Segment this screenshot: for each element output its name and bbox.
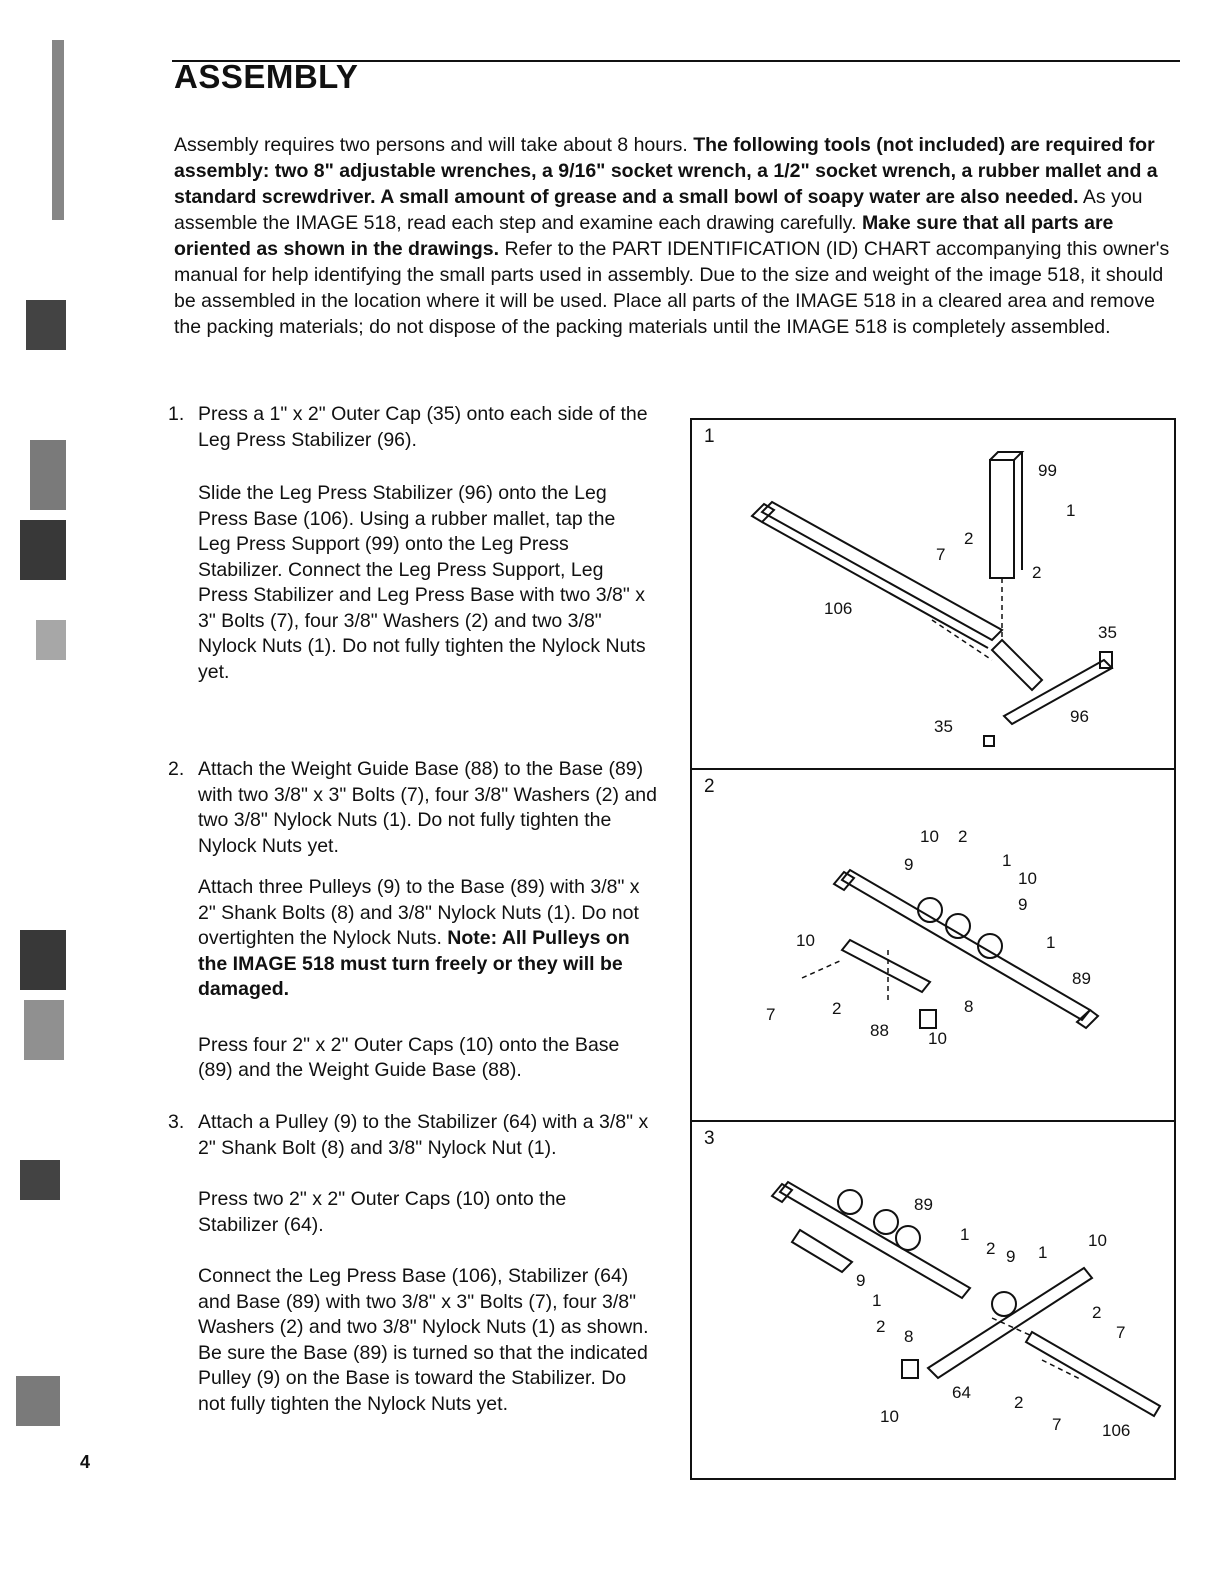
step-1 — [168, 402, 658, 685]
figure-callout: 10 — [1018, 869, 1037, 888]
figure-callout: 7 — [1052, 1415, 1062, 1434]
figure-1 — [690, 418, 1176, 770]
figure-3 — [690, 1120, 1176, 1480]
figure-label: 3 — [704, 1128, 715, 1149]
figure-callout: 8 — [904, 1327, 914, 1346]
figure-callout: 10 — [796, 931, 815, 950]
step-paragraph: Attach a Pulley (9) to the Stabilizer (64) with a 3/8" x 2" Shank Bolt (8) and 3/8" Nylock Nut (1). — [198, 1111, 649, 1159]
figure-callout: 89 — [914, 1195, 933, 1214]
figure-callout: 9 — [856, 1271, 866, 1290]
intro-paragraph: Assembly requires two persons and will take about 8 hours. The following tools (not included) are required for assembly: two 8" adjustable wrenches, a 9/16" socket wrench, a 1/2" socket wrench, a rubber mallet and a standard screwdriver. A small amount of grease and a small bowl of soapy water are also needed. As you assemble the IMAGE 518, read each step and examine each drawing carefully. Make sure that all parts are oriented as shown in the drawings. Refer to the PART IDENTIFICATION (ID) CHART accompanying this owner's manual for help identifying the small parts used in assembly. Due to the size and weight of the image 518, it should be assembled in the location where it will be used. Place all parts of the IMAGE 518 in a cleared area and remove the packing materials; do not dispose of the packing materials until the IMAGE 518 is completely assembled. — [174, 134, 1170, 338]
figure-callout: 10 — [928, 1029, 947, 1048]
figure-2 — [690, 768, 1176, 1122]
figure-callout: 35 — [934, 717, 953, 736]
figure-callout: 9 — [1006, 1247, 1016, 1266]
figure-callout: 1 — [1038, 1243, 1048, 1262]
step-paragraph: Press two 2" x 2" Outer Caps (10) onto the Stabilizer (64). — [198, 1188, 567, 1236]
figure-callout: 89 — [1072, 969, 1091, 988]
scan-edge-artifact — [0, 0, 70, 1584]
figure-callout: 9 — [1018, 895, 1028, 914]
step-paragraph: Press a 1" x 2" Outer Cap (35) onto each side of the Leg Press Stabilizer (96). — [198, 403, 648, 451]
figure-callout: 1 — [960, 1225, 970, 1244]
figure-callout: 35 — [1098, 623, 1117, 642]
figure-callout: 1 — [1046, 933, 1056, 952]
step-paragraph: Slide the Leg Press Stabilizer (96) onto the Leg Press Base (106). Using a rubber mallet, tap the Leg Press Support (99) onto the Leg Press Stabilizer. Connect the Leg Press Support, Leg Press Stabilizer and Leg Press Base with two 3/8" x 3" Bolts (7), four 3/8" Washers (2) and two 3/8" Nylock Nuts (1). Do not fully tighten the Nylock Nuts yet. — [198, 482, 646, 683]
step-paragraph: Press four 2" x 2" Outer Caps (10) onto the Base (89) and the Weight Guide Base (88). — [198, 1033, 620, 1081]
figure-callout: 2 — [964, 529, 974, 548]
figure-callout: 88 — [870, 1021, 889, 1040]
step-2 — [168, 757, 658, 1084]
step-paragraph: Attach three Pulleys (9) to the Base (89) with 3/8" x 2" Shank Bolts (8) and 3/8" Nylock Nuts (1). Do not overtighten the Nylock Nuts. Note: All Pulleys on the IMAGE 518 must turn freely or they will be damaged. — [198, 876, 640, 1000]
figure-column — [690, 418, 1174, 1480]
figure-callout: 1 — [1066, 501, 1076, 520]
figure-callout: 7 — [1116, 1323, 1126, 1342]
figure-callout: 2 — [1032, 563, 1042, 582]
page-title: ASSEMBLY — [174, 58, 359, 95]
figure-callout: 64 — [952, 1383, 971, 1402]
figure-label: 2 — [704, 776, 715, 797]
step-paragraph: Connect the Leg Press Base (106), Stabilizer (64) and Base (89) with two 3/8" x 3" Bolts (7), four 3/8" Washers (2) and two 3/8" Nylock Nuts (1) as shown. Be sure the Base (89) is turned so that the indicated Pulley (9) on the Base is toward the Stabilizer. Do not fully tighten the Nylock Nuts yet. — [198, 1265, 649, 1415]
figure-callout: 96 — [1070, 707, 1089, 726]
figure-callout: 2 — [1014, 1393, 1024, 1412]
figure-callout: 9 — [904, 855, 914, 874]
figure-callout: 10 — [1088, 1231, 1107, 1250]
figure-callout: 99 — [1038, 461, 1057, 480]
figure-callout: 106 — [1102, 1421, 1131, 1440]
page-number: 4 — [80, 1452, 91, 1472]
figure-callout: 2 — [876, 1317, 886, 1336]
figure-callout: 8 — [964, 997, 974, 1016]
figure-callout: 10 — [880, 1407, 899, 1426]
figure-callout: 106 — [824, 599, 853, 618]
figure-3-drawing — [692, 1122, 1174, 1478]
figure-callout: 7 — [936, 545, 946, 564]
figure-callout: 7 — [766, 1005, 776, 1024]
figure-callout: 10 — [920, 827, 939, 846]
figure-callout: 2 — [958, 827, 968, 846]
figure-1-drawing — [692, 420, 1174, 770]
figure-label: 1 — [704, 426, 715, 447]
figure-callout: 2 — [1092, 1303, 1102, 1322]
figure-callout: 2 — [832, 999, 842, 1018]
step-paragraph: Attach the Weight Guide Base (88) to the Base (89) with two 3/8" x 3" Bolts (7), four 3/8" Washers (2) and two 3/8" Nylock Nuts (1). Do not fully tighten the Nylock Nuts yet. — [198, 758, 657, 857]
figure-callout: 1 — [1002, 851, 1012, 870]
step-3 — [168, 1110, 658, 1417]
figure-callout: 1 — [872, 1291, 882, 1310]
figure-callout: 2 — [986, 1239, 996, 1258]
figure-2-drawing — [692, 770, 1174, 1122]
step-number: 2. — [168, 758, 185, 780]
step-number: 1. — [168, 403, 185, 425]
step-number: 3. — [168, 1111, 185, 1133]
